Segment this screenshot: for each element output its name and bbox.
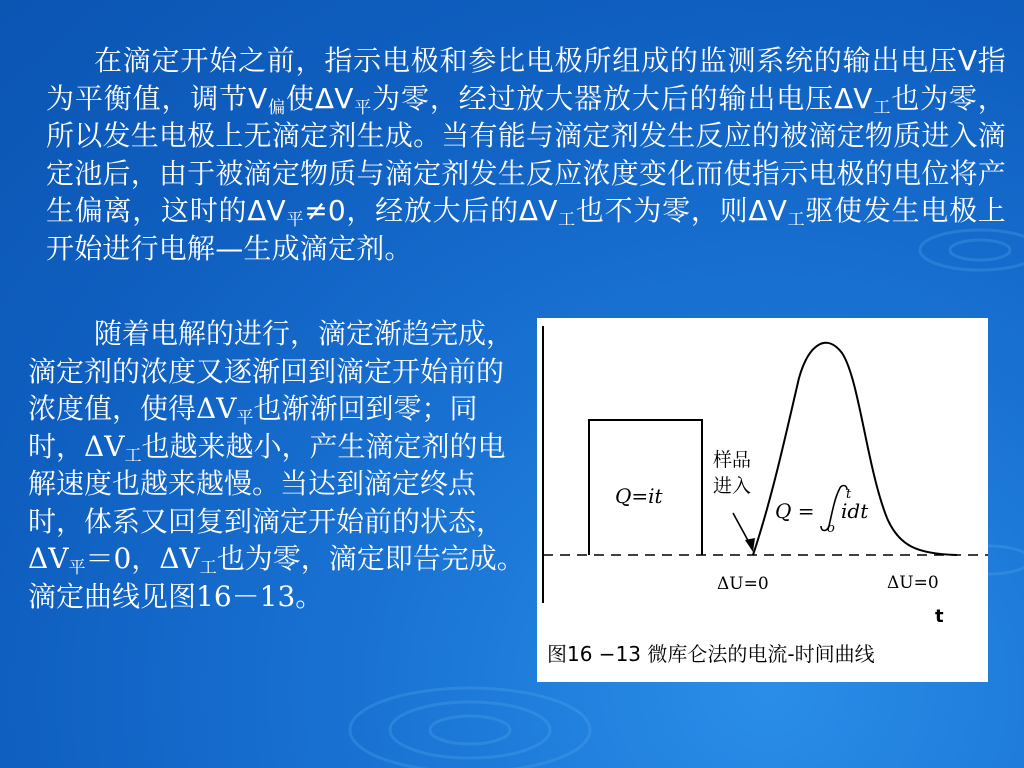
integral-upper-limit: t	[846, 487, 852, 502]
subscript: 偏	[267, 97, 286, 118]
subscript: 平	[285, 210, 305, 230]
figure-svg	[537, 318, 988, 682]
text-run: 在滴定开始之前，指示电极和参比电极所组成的监测系统的输出电压V指为平衡值，调节V	[46, 44, 1006, 115]
subscript: 工	[124, 445, 142, 466]
subscript: 平	[236, 408, 254, 428]
intro-paragraph	[46, 42, 1006, 267]
text-run: 也为零，滴定即告完成。滴定曲线见图16－13。	[28, 542, 525, 613]
current-time-figure	[537, 318, 988, 682]
integral-body: idt	[841, 499, 869, 523]
text-run: 也渐渐回到零；同时，ΔV	[28, 392, 478, 463]
text-run: 为零，经过放大器放大后的输出电压ΔV	[372, 81, 873, 115]
text-run: ≠0，经放大后的ΔV	[304, 194, 558, 227]
sample-label-line1: 样品	[713, 449, 752, 471]
text-run: 随着电解的进行，滴定渐趋完成，滴定剂的浓度又逐渐回到滴定开始前的浓度值，使得ΔV	[28, 317, 515, 425]
subscript: 平	[353, 97, 373, 118]
figure-caption: 图16 −13 微库仑法的电流-时间曲线	[547, 642, 875, 666]
text-run: 也越来越小，产生滴定剂的电解速度也越来越慢。当达到滴定终点时，体系又回复到滴定开始前的状态，ΔV	[28, 429, 506, 575]
subscript: 工	[872, 97, 892, 118]
q-it-label: Q=it	[615, 484, 663, 508]
integral-lower-limit: o	[827, 521, 835, 536]
text-run: 使ΔV	[285, 81, 354, 115]
sample-label-line2: 进入	[713, 475, 752, 497]
text-run: ＝0，ΔV	[85, 542, 200, 575]
subscript: 工	[199, 558, 217, 578]
t-axis-label: t	[935, 606, 944, 627]
delta-u-right-label: ΔU=0	[887, 573, 939, 593]
integral-q-label: Q =	[775, 499, 815, 523]
process-paragraph	[28, 315, 528, 615]
text-run: 也不为零，则ΔV	[575, 194, 788, 227]
subscript: 工	[787, 210, 806, 230]
subscript: 工	[557, 210, 576, 230]
peak-curve	[753, 343, 957, 555]
sample-arrow-head	[745, 538, 755, 552]
subscript: 平	[68, 558, 86, 578]
text-run: 也为零，所以发生电极上无滴定剂生成。当有能与滴定剂发生反应的被滴定物质进入滴定池后，由于被滴定物质与滴定剂发生反应浓度变化而使指示电极的电位将产生偏离，这时的ΔV	[46, 81, 1007, 227]
delta-u-left-label: ΔU=0	[717, 574, 769, 594]
text-run: 驱使发生电极上开始进行电解—生成滴定剂。	[46, 194, 1007, 265]
